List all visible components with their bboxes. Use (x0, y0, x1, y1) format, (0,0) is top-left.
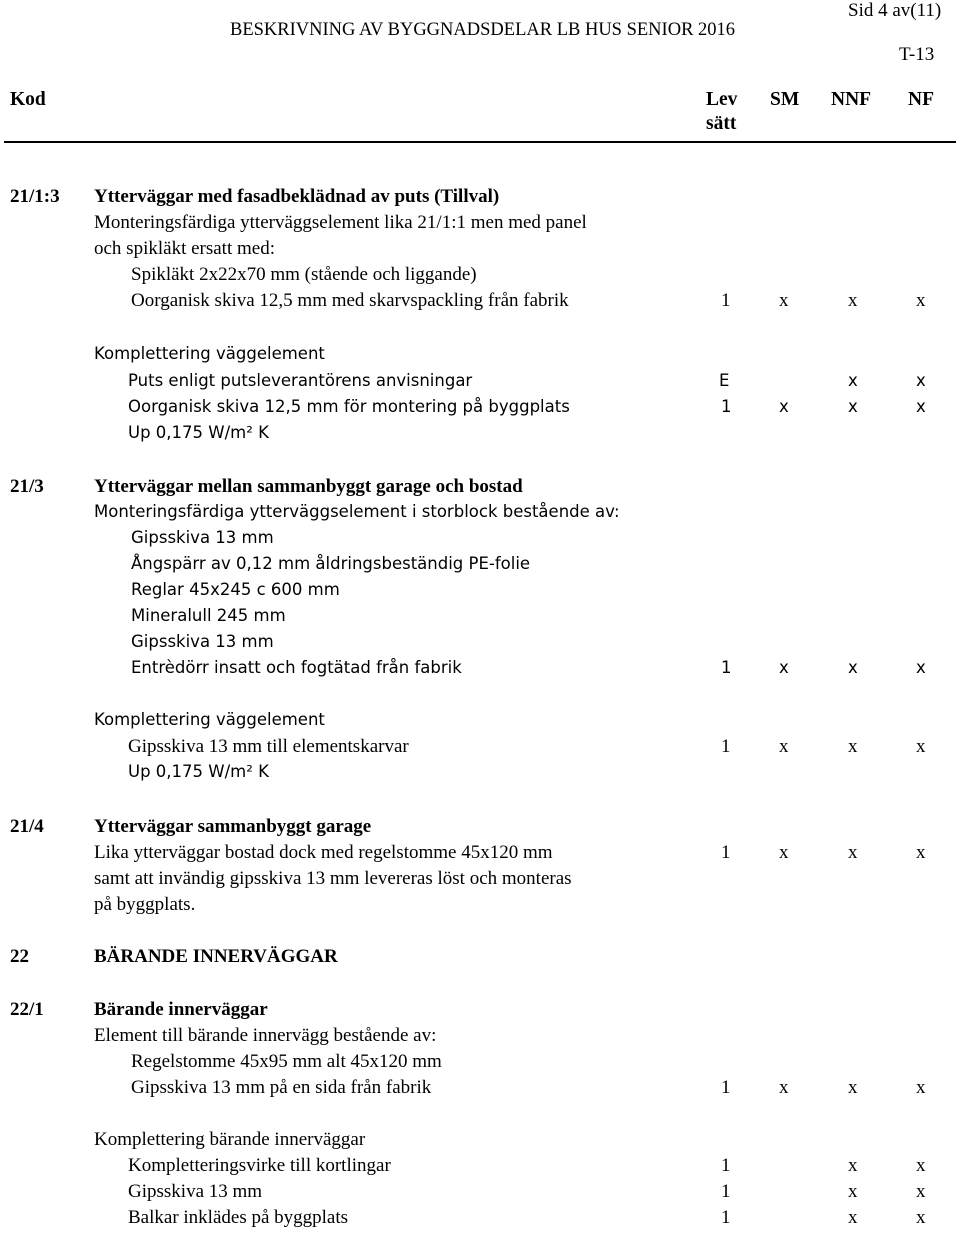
value-lev: 1 (721, 658, 732, 677)
section-description: samt att invändig gipsskiva 13 mm levereras löst och monteras (94, 868, 572, 889)
value-nnf: x (848, 1181, 858, 1202)
value-lev: 1 (721, 1077, 731, 1098)
u-value: Up 0,175 W/m² K (128, 762, 269, 781)
value-nnf: x (848, 736, 858, 757)
u-value: Up 0,175 W/m² K (128, 423, 269, 442)
complement-title: Komplettering bärande innerväggar (94, 1129, 366, 1150)
col-header-nnf: NNF (831, 89, 872, 110)
value-lev: 1 (721, 842, 731, 863)
value-lev: 1 (721, 290, 731, 311)
col-header-sm: SM (770, 89, 800, 110)
section-description: Element till bärande innervägg bestående av: (94, 1025, 437, 1046)
page-number: Sid 4 av(11) (848, 0, 942, 21)
value-nf: x (916, 1207, 926, 1228)
value-lev: 1 (721, 1155, 731, 1176)
complement-line: Gipsskiva 13 mm till elementskarvar (128, 736, 409, 757)
value-nnf: x (848, 1207, 858, 1228)
section-code: 22/1 (10, 999, 44, 1020)
value-lev: 1 (721, 397, 732, 416)
section-code: 21/3 (10, 476, 44, 497)
value-lev: E (719, 371, 730, 390)
item-line: Entrèdörr insatt och fogtätad från fabrik (131, 658, 462, 677)
complement-line: Oorganisk skiva 12,5 mm för montering på byggplats (128, 397, 570, 416)
item-line: Gipsskiva 13 mm på en sida från fabrik (131, 1077, 432, 1098)
value-nf: x (916, 1077, 926, 1098)
value-sm: x (779, 397, 789, 416)
item-line: Mineralull 245 mm (131, 606, 286, 625)
value-nnf: x (848, 397, 858, 416)
value-sm: x (779, 290, 789, 311)
section-description: Monteringsfärdiga ytterväggselement lika 21/1:1 men med panel (94, 212, 587, 233)
item-line: Oorganisk skiva 12,5 mm med skarvspackling från fabrik (131, 290, 569, 311)
col-header-lev: Lev (706, 89, 738, 110)
item-line: Regelstomme 45x95 mm alt 45x120 mm (131, 1051, 442, 1072)
value-nf: x (916, 290, 926, 311)
value-nnf: x (848, 1155, 858, 1176)
section-title: Ytterväggar sammanbyggt garage (94, 816, 372, 837)
value-sm: x (779, 842, 789, 863)
section-description: Monteringsfärdiga ytterväggselement i storblock bestående av: (94, 502, 620, 521)
value-sm: x (779, 658, 789, 677)
value-sm: x (779, 1077, 789, 1098)
section-description: och spikläkt ersatt med: (94, 238, 275, 259)
value-nnf: x (848, 842, 858, 863)
section-code: 22 (10, 946, 29, 967)
complement-line: Kompletteringsvirke till kortlingar (128, 1155, 391, 1176)
col-header-kod: Kod (10, 89, 46, 110)
value-nf: x (916, 1155, 926, 1176)
col-header-nf: NF (908, 89, 934, 110)
complement-line: Puts enligt putsleverantörens anvisningar (128, 371, 473, 390)
value-nnf: x (848, 290, 858, 311)
section-title: BÄRANDE INNERVÄGGAR (94, 946, 338, 967)
section-title: Ytterväggar med fasadbeklädnad av puts (Tillval) (94, 186, 500, 207)
complement-title: Komplettering väggelement (94, 344, 325, 363)
section-title: Bärande innerväggar (94, 999, 268, 1020)
value-nnf: x (848, 1077, 858, 1098)
value-nf: x (916, 658, 926, 677)
value-nnf: x (848, 658, 858, 677)
item-line: Reglar 45x245 c 600 mm (131, 580, 340, 599)
header-rule (4, 141, 956, 143)
section-title: Ytterväggar mellan sammanbyggt garage och bostad (94, 476, 523, 497)
doc-code: T-13 (899, 44, 935, 65)
value-nf: x (916, 397, 926, 416)
item-line: Ångspärr av 0,12 mm åldringsbeständig PE-folie (131, 554, 531, 573)
complement-title: Komplettering väggelement (94, 710, 325, 729)
item-line: Gipsskiva 13 mm (131, 632, 274, 651)
value-lev: 1 (721, 736, 731, 757)
section-code: 21/1:3 (10, 186, 60, 207)
value-lev: 1 (721, 1181, 731, 1202)
col-header-satt: sätt (706, 113, 737, 134)
section-description: på byggplats. (94, 894, 196, 915)
value-sm: x (779, 736, 789, 757)
value-nf: x (916, 736, 926, 757)
value-nf: x (916, 371, 926, 390)
item-line: Gipsskiva 13 mm (131, 528, 274, 547)
complement-line: Balkar inklädes på byggplats (128, 1207, 349, 1228)
item-line: Spikläkt 2x22x70 mm (stående och liggande) (131, 264, 477, 285)
value-nf: x (916, 1181, 926, 1202)
value-nf: x (916, 842, 926, 863)
value-nnf: x (848, 371, 858, 390)
complement-line: Gipsskiva 13 mm (128, 1181, 263, 1202)
value-lev: 1 (721, 1207, 731, 1228)
section-code: 21/4 (10, 816, 44, 837)
running-title: BESKRIVNING AV BYGGNADSDELAR LB HUS SENIOR 2016 (230, 20, 736, 40)
section-description: Lika ytterväggar bostad dock med regelstomme 45x120 mm (94, 842, 553, 863)
